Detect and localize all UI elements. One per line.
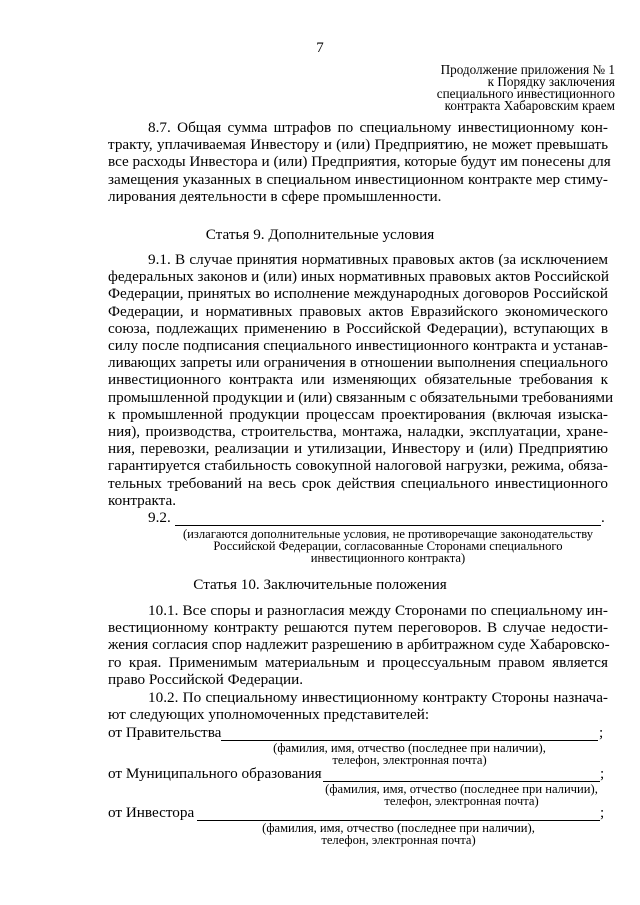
rep-investor-label: от Инвестора xyxy=(108,804,195,821)
text-line: гарантируется стабильность совокупной налоговой нагрузки, режима, обяза- xyxy=(108,457,608,475)
rep-government-label: от Правительства xyxy=(108,724,222,741)
appendix-header xyxy=(425,64,615,112)
text-line: тельных требований на весь срок действия специального инвестиционного xyxy=(108,474,608,492)
text-line: 10.2. По специальному инвестиционному контракту Стороны назнача- xyxy=(148,689,608,706)
text-line: замещения указанных в специальном инвестиционном контракте мер стиму- xyxy=(108,170,608,188)
text-line: го края. Применимым материальным и процессуальным правом является xyxy=(108,653,608,671)
text-line: Федерации, принятых во исполнение международных договоров Российской xyxy=(108,285,608,303)
text-line: инвестиционного контракта или изменяющих обязательные требования к xyxy=(108,371,608,389)
page-number: 7 xyxy=(316,40,324,56)
article-10-title: Статья 10. Заключительные положения xyxy=(193,576,447,593)
text-line: промышленной продукции и (или) связанным с обязательными требованиями xyxy=(108,388,614,406)
text-line: федеральных законов и (или) иных нормативных правовых актов Российской xyxy=(108,268,609,286)
text-line: 10.1. Все споры и разногласия между Сторонами по специальному ин- xyxy=(148,602,608,619)
appendix-line: контракта Хабаровским краем xyxy=(444,98,615,113)
hint-line: телефон, электронная почта) xyxy=(384,794,539,808)
text-line: все расходы Инвестора и (или) Предприятия, которые будут им понесены для xyxy=(108,153,611,171)
rep-municipality-hint xyxy=(323,783,600,807)
text-line: к промышленной продукции процессам проектирования (включая изыска- xyxy=(108,405,608,423)
appendix-line: специального инвестиционного xyxy=(436,86,615,101)
rep-municipality-end: ; xyxy=(600,765,605,782)
hint-line: инвестиционного контракта) xyxy=(310,551,466,565)
appendix-line: к Порядку заключения xyxy=(487,74,615,89)
text-line: право Российской Федерации. xyxy=(108,670,304,688)
hint-line: телефон, электронная почта) xyxy=(332,753,487,767)
text-line: ния, перевозки, реализации и утилизации, Инвестору и (или) Предприятию xyxy=(108,440,608,458)
text-line: ния), производства, строительства, монтажа, наладки, эксплуатации, хране- xyxy=(108,423,608,441)
article-9-title: Статья 9. Дополнительные условия xyxy=(205,226,435,243)
para-9-2-tail: . xyxy=(601,509,605,526)
text-line: ливающих запреты или ограничения в отношении выполнения специального xyxy=(108,354,608,372)
text-line: 8.7. Общая сумма штрафов по специальному инвестиционному кон- xyxy=(148,119,608,136)
para-9-2-input-line[interactable] xyxy=(175,525,601,526)
text-line: силу после подписания специального инвестиционного контракта и устанав- xyxy=(108,337,608,355)
rep-investor-end: ; xyxy=(600,804,605,821)
rep-government-end: ; xyxy=(599,724,604,741)
text-line: вестиционному контракту решаются путем переговоров. В случае недости- xyxy=(108,619,608,637)
paragraph-10-2 xyxy=(108,689,608,723)
text-line: контракта. xyxy=(108,491,177,509)
text-line: 9.1. В случае принятия нормативных правовых актов (за исключением xyxy=(148,251,608,268)
hint-line: телефон, электронная почта) xyxy=(321,833,476,847)
hint-line: (фамилия, имя, отчество (последнее при наличии), xyxy=(262,821,535,835)
paragraph-8-7 xyxy=(108,119,611,205)
text-line: тракту, уплачиваемая Инвестору и (или) Предприятию, не может превышать xyxy=(108,136,608,154)
appendix-line: Продолжение приложения № 1 xyxy=(440,62,615,77)
hint-line: Российской Федерации, согласованные Сторонами специального xyxy=(213,539,563,553)
paragraph-10-1 xyxy=(108,602,608,688)
hint-line: (фамилия, имя, отчество (последнее при наличии), xyxy=(325,782,598,796)
text-line: лирования деятельности в сфере промышленности. xyxy=(108,187,442,205)
rep-government-hint xyxy=(221,742,598,766)
para-9-2-hint xyxy=(175,528,601,564)
hint-line: (излагаются дополнительные условия, не противоречащие законодательству xyxy=(182,527,594,541)
hint-line: (фамилия, имя, отчество (последнее при наличии), xyxy=(273,741,546,755)
text-line: Федерации, и нормативных правовых актов Евразийского экономического xyxy=(108,302,608,320)
rep-investor-hint xyxy=(197,822,600,846)
paragraph-9-1 xyxy=(108,251,614,509)
text-line: жения согласия спор надлежит разрешению в арбитражном суде Хабаровско- xyxy=(108,636,610,654)
text-line: союза, подлежащих применению в Российской Федерации), вступающих в xyxy=(108,319,608,337)
rep-municipality-label: от Муниципального образования xyxy=(108,765,322,782)
para-9-2-label: 9.2. xyxy=(148,509,171,526)
text-line: ют следующих уполномоченных представителей: xyxy=(108,706,430,724)
